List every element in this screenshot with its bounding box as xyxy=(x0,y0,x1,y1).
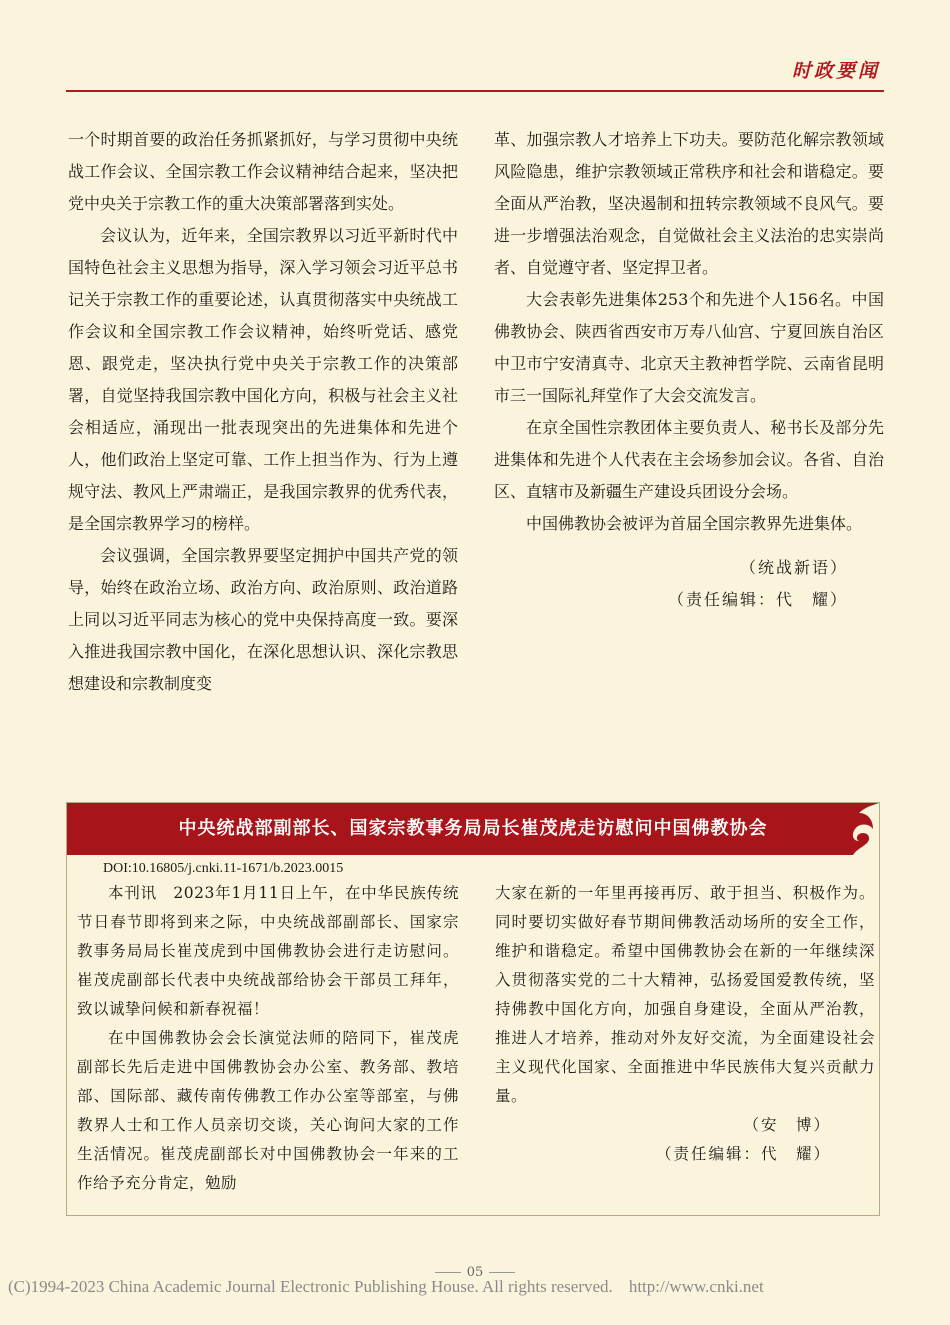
box-body xyxy=(67,855,879,1215)
box-paragraph: 本刊讯 2023年1月11日上午，在中华民族传统节日春节即将到来之际，中央统战部副部长、国家宗教事务局局长崔茂虎到中国佛教协会进行走访慰问。崔茂虎副部长代表中央统战部给协会干部员工拜年，致以诚挚问候和新春祝福！ xyxy=(77,884,459,1018)
article-paragraph: 革、加强宗教人才培养上下功夫。要防范化解宗教领域风险隐患，维护宗教领域正常秩序和社会和谐稳定。要全面从严治教，坚决遏制和扭转宗教领域不良风气。要进一步增强法治观念，自觉做社会主义法治的忠实崇尚者、自觉遵守者、坚定捍卫者。 xyxy=(494,130,884,277)
box-author: （安 博） xyxy=(743,1116,831,1134)
box-column-left xyxy=(77,879,459,1198)
article-paragraph: 会议强调，全国宗教界要坚定拥护中国共产党的领导，始终在政治立场、政治方向、政治原则、政治道路上同以习近平同志为核心的党中央保持高度一致。要深入推进我国宗教中国化，在深化思想认识、深化宗教思想建设和宗教制度变 xyxy=(68,546,458,693)
article-paragraph: 一个时期首要的政治任务抓紧抓好，与学习贯彻中央统战工作会议、全国宗教工作会议精神结合起来，坚决把党中央关于宗教工作的重大决策部署落到实处。 xyxy=(68,130,458,213)
section-title: 时政要闻 xyxy=(791,60,880,82)
copyright-line xyxy=(8,1277,948,1297)
article-paragraph: 会议认为，近年来，全国宗教界以习近平新时代中国特色社会主义思想为指导，深入学习领会习近平总书记关于宗教工作的重要论述，认真贯彻落实中央统战工作会议和全国宗教工作会议精神，始终听党话、感党恩、跟党走，坚决执行党中央关于宗教工作的决策部署，自觉坚持我国宗教中国化方向，积极与社会主义社会相适应，涌现出一批表现突出的先进集体和先进个人，他们政治上坚定可靠、工作上担当作为、行为上遵规守法、教风上严肃端正，是我国宗教界的优秀代表，是全国宗教界学习的榜样。 xyxy=(68,226,458,533)
article-paragraph: 在京全国性宗教团体主要负责人、秘书长及部分先进集体和先进个人代表在主会场参加会议。各省、自治区、直辖市及新疆生产建设兵团设分会场。 xyxy=(494,418,884,501)
article-editor: （责任编辑：代 耀） xyxy=(667,590,848,609)
page-number-dash xyxy=(489,1272,515,1273)
doi-text: DOI:10.16805/j.cnki.11-1671/b.2023.0015 xyxy=(103,861,344,876)
box-editor: （责任编辑：代 耀） xyxy=(655,1145,831,1163)
article-column-left xyxy=(68,124,458,700)
box-paragraph: 在中国佛教协会会长演觉法师的陪同下，崔茂虎副部长先后走进中国佛教协会办公室、教务部、教培部、国际部、藏传南传佛教工作办公室等部室，与佛教界人士和工作人员亲切交谈，关心询问大家的工作生活情况。崔茂虎副部长对中国佛教协会一年来的工作给予充分肯定，勉励 xyxy=(77,1029,459,1192)
copyright-text: (C)1994-2023 China Academic Journal Electronic Publishing House. All rights reserved. xyxy=(8,1277,613,1296)
news-box xyxy=(66,802,880,1216)
copyright-url: http://www.cnki.net xyxy=(628,1277,764,1296)
article-paragraph: 中国佛教协会被评为首届全国宗教界先进集体。 xyxy=(526,514,863,533)
article-source: （统战新语） xyxy=(739,558,848,577)
box-paragraph: 大家在新的一年里再接再厉、敢于担当、积极作为。同时要切实做好春节期间佛教活动场所的安全工作，维护和谐稳定。希望中国佛教协会在新的一年继续深入贯彻落实党的二十大精神，弘扬爱国爱教传统，坚持佛教中国化方向，加强自身建设，全面从严治教，推进人才培养，推动对外友好交流，为全面建设社会主义现代化国家、全面推进中华民族伟大复兴贡献力量。 xyxy=(495,884,875,1105)
box-column-right xyxy=(495,879,875,1169)
header-divider xyxy=(66,90,884,92)
box-title: 中央统战部副部长、国家宗教事务局局长崔茂虎走访慰问中国佛教协会 xyxy=(178,818,768,839)
page-number-dash xyxy=(435,1272,461,1273)
article-column-right xyxy=(494,124,884,616)
box-title-band xyxy=(67,803,879,855)
article-paragraph: 大会表彰先进集体253个和先进个人156名。中国佛教协会、陕西省西安市万寿八仙宫、宁夏回族自治区中卫市宁安清真寺、北京天主教神哲学院、云南省昆明市三一国际礼拜堂作了大会交流发言。 xyxy=(494,290,884,405)
page-number-text: 05 xyxy=(466,1265,484,1280)
